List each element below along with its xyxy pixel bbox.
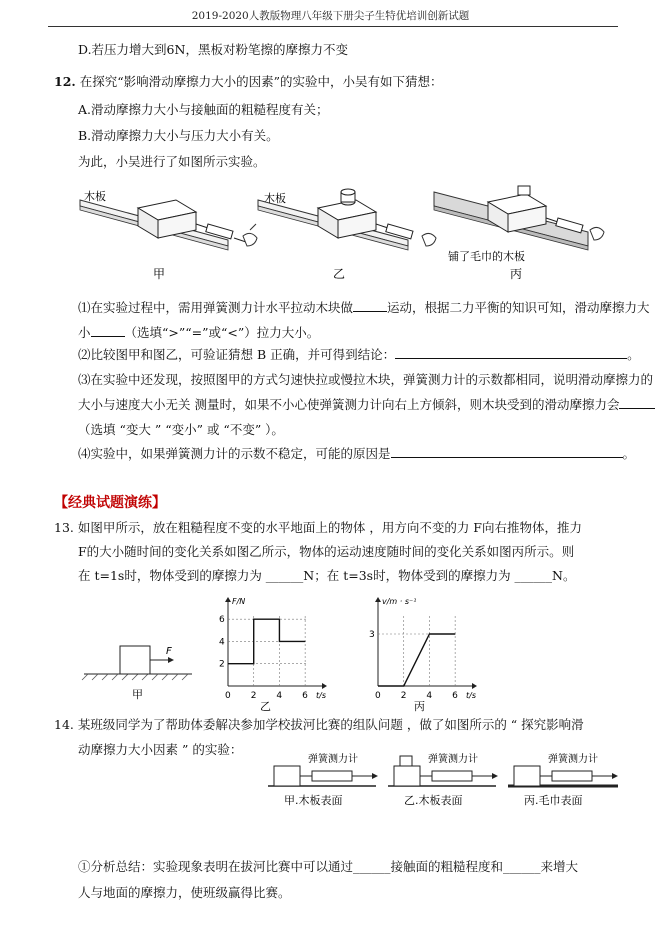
force-chart-series-line [228, 619, 305, 664]
q13-line1: 13. 如图甲所示，放在粗糙程度不变的水平地面上的物体 ，用方向不变的力 F向右推物体，推力 [54, 520, 582, 535]
q12-part1-line1 [78, 299, 650, 317]
q13-chart-force [208, 590, 328, 712]
q14-figure [268, 740, 623, 812]
q12-part1-text-b: 运动，根据二力平衡的知识可知，滑动摩擦力大 [387, 300, 650, 315]
q14-meter-label-bing: 弹簧测力计 [548, 754, 598, 765]
q12-setup-bing [434, 186, 604, 263]
q14-line1: 14. 某班级同学为了帮助体委解决参加学校拔河比赛的组队问题 ，做了如图所示的 “ 探究影响滑 [54, 717, 584, 732]
velocity-chart-series-line [378, 634, 455, 686]
force-chart-x-label: t/s [316, 691, 326, 700]
q14-caption-bing: 丙.毛巾表面 [524, 794, 583, 807]
q12-number: 12. [54, 74, 76, 89]
board-label-yi: 木板 [264, 192, 286, 205]
header-rule [48, 26, 618, 27]
q13-chart-velocity [358, 590, 480, 712]
q13-caption-yi: 乙 [260, 700, 271, 712]
force-chart-x-tick-label: 2 [250, 691, 257, 701]
q14-meter-label-yi: 弹簧测力计 [428, 754, 478, 765]
q14-caption-yi: 乙.木板表面 [404, 794, 463, 807]
velocity-chart-y-label: v/m · s⁻¹ [382, 597, 417, 606]
q12-part3-blank[interactable] [619, 396, 655, 409]
q14-analysis-line2: 人与地面的摩擦力，使班级赢得比赛。 [78, 885, 291, 900]
q12-stem [54, 73, 443, 91]
q14-meter-label-jia: 弹簧测力计 [308, 754, 358, 765]
q12-part1-text-a: ⑴在实验过程中，需用弹簧测力计水平拉动木块做 [78, 300, 354, 315]
q14-setup-bing [508, 752, 618, 807]
velocity-chart-x-tick-label: 6 [452, 691, 458, 701]
q12-part1-blank-2[interactable] [91, 324, 125, 337]
q13-line2: F的大小随时间的变化关系如图乙所示，物体的运动速度随时间的变化关系如图丙所示。则 [78, 544, 575, 559]
force-chart-y-tick-label: 4 [219, 637, 225, 648]
q13-force-label: F [166, 646, 172, 657]
q12-lead: 为此，小吴进行了如图所示实验。 [78, 154, 266, 169]
q13-caption-jia: 甲 [132, 688, 143, 700]
velocity-chart-x-arrow [472, 683, 477, 689]
q13-block [120, 646, 150, 674]
q14-analysis-line1: ①分析总结：实验现象表明在拔河比赛中可以通过______接触面的粗糙程度和______来增大 [78, 859, 579, 874]
q12-figure [78, 180, 618, 290]
q12-part4-text: ⑷实验中，如果弹簧测力计的示数不稳定，可能的原因是 [78, 446, 391, 461]
q12-part1-text-d: （选填“>”“=”或“<”）拉力大小。 [124, 325, 320, 340]
q12-part1-line2 [78, 324, 319, 342]
caption-jia: 甲 [153, 267, 166, 281]
q11-option-d: D.若压力增大到6N，黑板对粉笔擦的摩擦力不变 [78, 42, 348, 57]
force-chart-y-tick-label: 6 [219, 615, 225, 626]
q12-hypothesis-b: B.滑动摩擦力大小与压力大小有关。 [78, 128, 279, 143]
q12-part2-end: 。 [627, 347, 640, 362]
force-chart-y-arrow [225, 597, 231, 602]
section-title: 【经典试题演练】 [54, 495, 166, 511]
q12-hypothesis-a: A.滑动摩擦力大小与接触面的粗糙程度有关； [78, 102, 329, 117]
force-chart-x-arrow [322, 683, 327, 689]
q13-line3: 在 t=1s时，物体受到的摩擦力为 ______N；在 t=3s时，物体受到的摩擦力为 ______N。 [78, 568, 576, 583]
q14-caption-jia: 甲.木板表面 [284, 794, 343, 807]
q14-line2: 动摩擦力大小因素 ” 的实验： [78, 742, 243, 757]
q12-part3-line1: ⑶在实验中还发现，按照图甲的方式匀速快拉或慢拉木块，弹簧测力计的示数都相同，说明滑动摩擦力的 [78, 372, 654, 387]
q12-part4-blank[interactable] [391, 445, 623, 458]
velocity-chart-x-label: t/s [466, 691, 476, 700]
page-header: 2019-2020人教版物理八年级下册尖子生特优培训创新试题 [191, 10, 470, 22]
velocity-chart-y-arrow [375, 597, 381, 602]
q12-part2-text: ⑵比较图甲和图乙，可验证猜想 B 正确，并可得到结论： [78, 347, 396, 362]
velocity-chart-x-tick-label: 2 [400, 691, 407, 701]
q13-caption-bing: 丙 [414, 700, 425, 712]
q12-part1-blank-1[interactable] [353, 299, 387, 312]
force-chart-x-tick-label: 4 [276, 691, 283, 701]
board-label-jia: 木板 [84, 190, 106, 203]
caption-yi: 乙 [333, 267, 346, 281]
q12-setup-yi [258, 189, 436, 250]
q12-part2 [78, 346, 640, 364]
q12-part4-end: 。 [622, 446, 636, 461]
caption-bing: 丙 [510, 267, 523, 281]
q14-setup-yi [388, 752, 498, 807]
q12-part2-blank[interactable] [395, 346, 627, 359]
q12-part4 [78, 445, 635, 463]
q12-part3-line2 [78, 396, 655, 414]
velocity-chart-x-tick-label: 0 [375, 691, 381, 701]
force-chart-x-tick-label: 0 [225, 691, 231, 701]
velocity-chart-x-tick-label: 4 [426, 691, 433, 701]
q14-setup-jia [268, 752, 378, 807]
q12-part1-text-c: 小 [78, 325, 91, 340]
q12-part3-line3: （选填 “变大 ” “变小” 或 “不变” ）。 [78, 422, 284, 437]
velocity-chart-y-tick-label: 3 [369, 630, 375, 640]
q12-intro: 在探究“影响滑动摩擦力大小的因素”的实验中，小吴有如下猜想： [79, 74, 443, 89]
towel-board-label: 铺了毛巾的木板 [448, 250, 525, 263]
q12-setup-jia [80, 189, 257, 250]
force-chart-x-tick-label: 6 [302, 691, 308, 701]
force-chart-y-label: F/N [232, 597, 246, 606]
q13-figure-jia [80, 640, 200, 700]
q12-part3-text-b: 大小与速度大小无关 测量时，如果不小心使弹簧测力计向右上方倾斜，则木块受到的滑动摩擦力会 [78, 397, 620, 412]
force-chart-y-tick-label: 2 [219, 659, 225, 670]
